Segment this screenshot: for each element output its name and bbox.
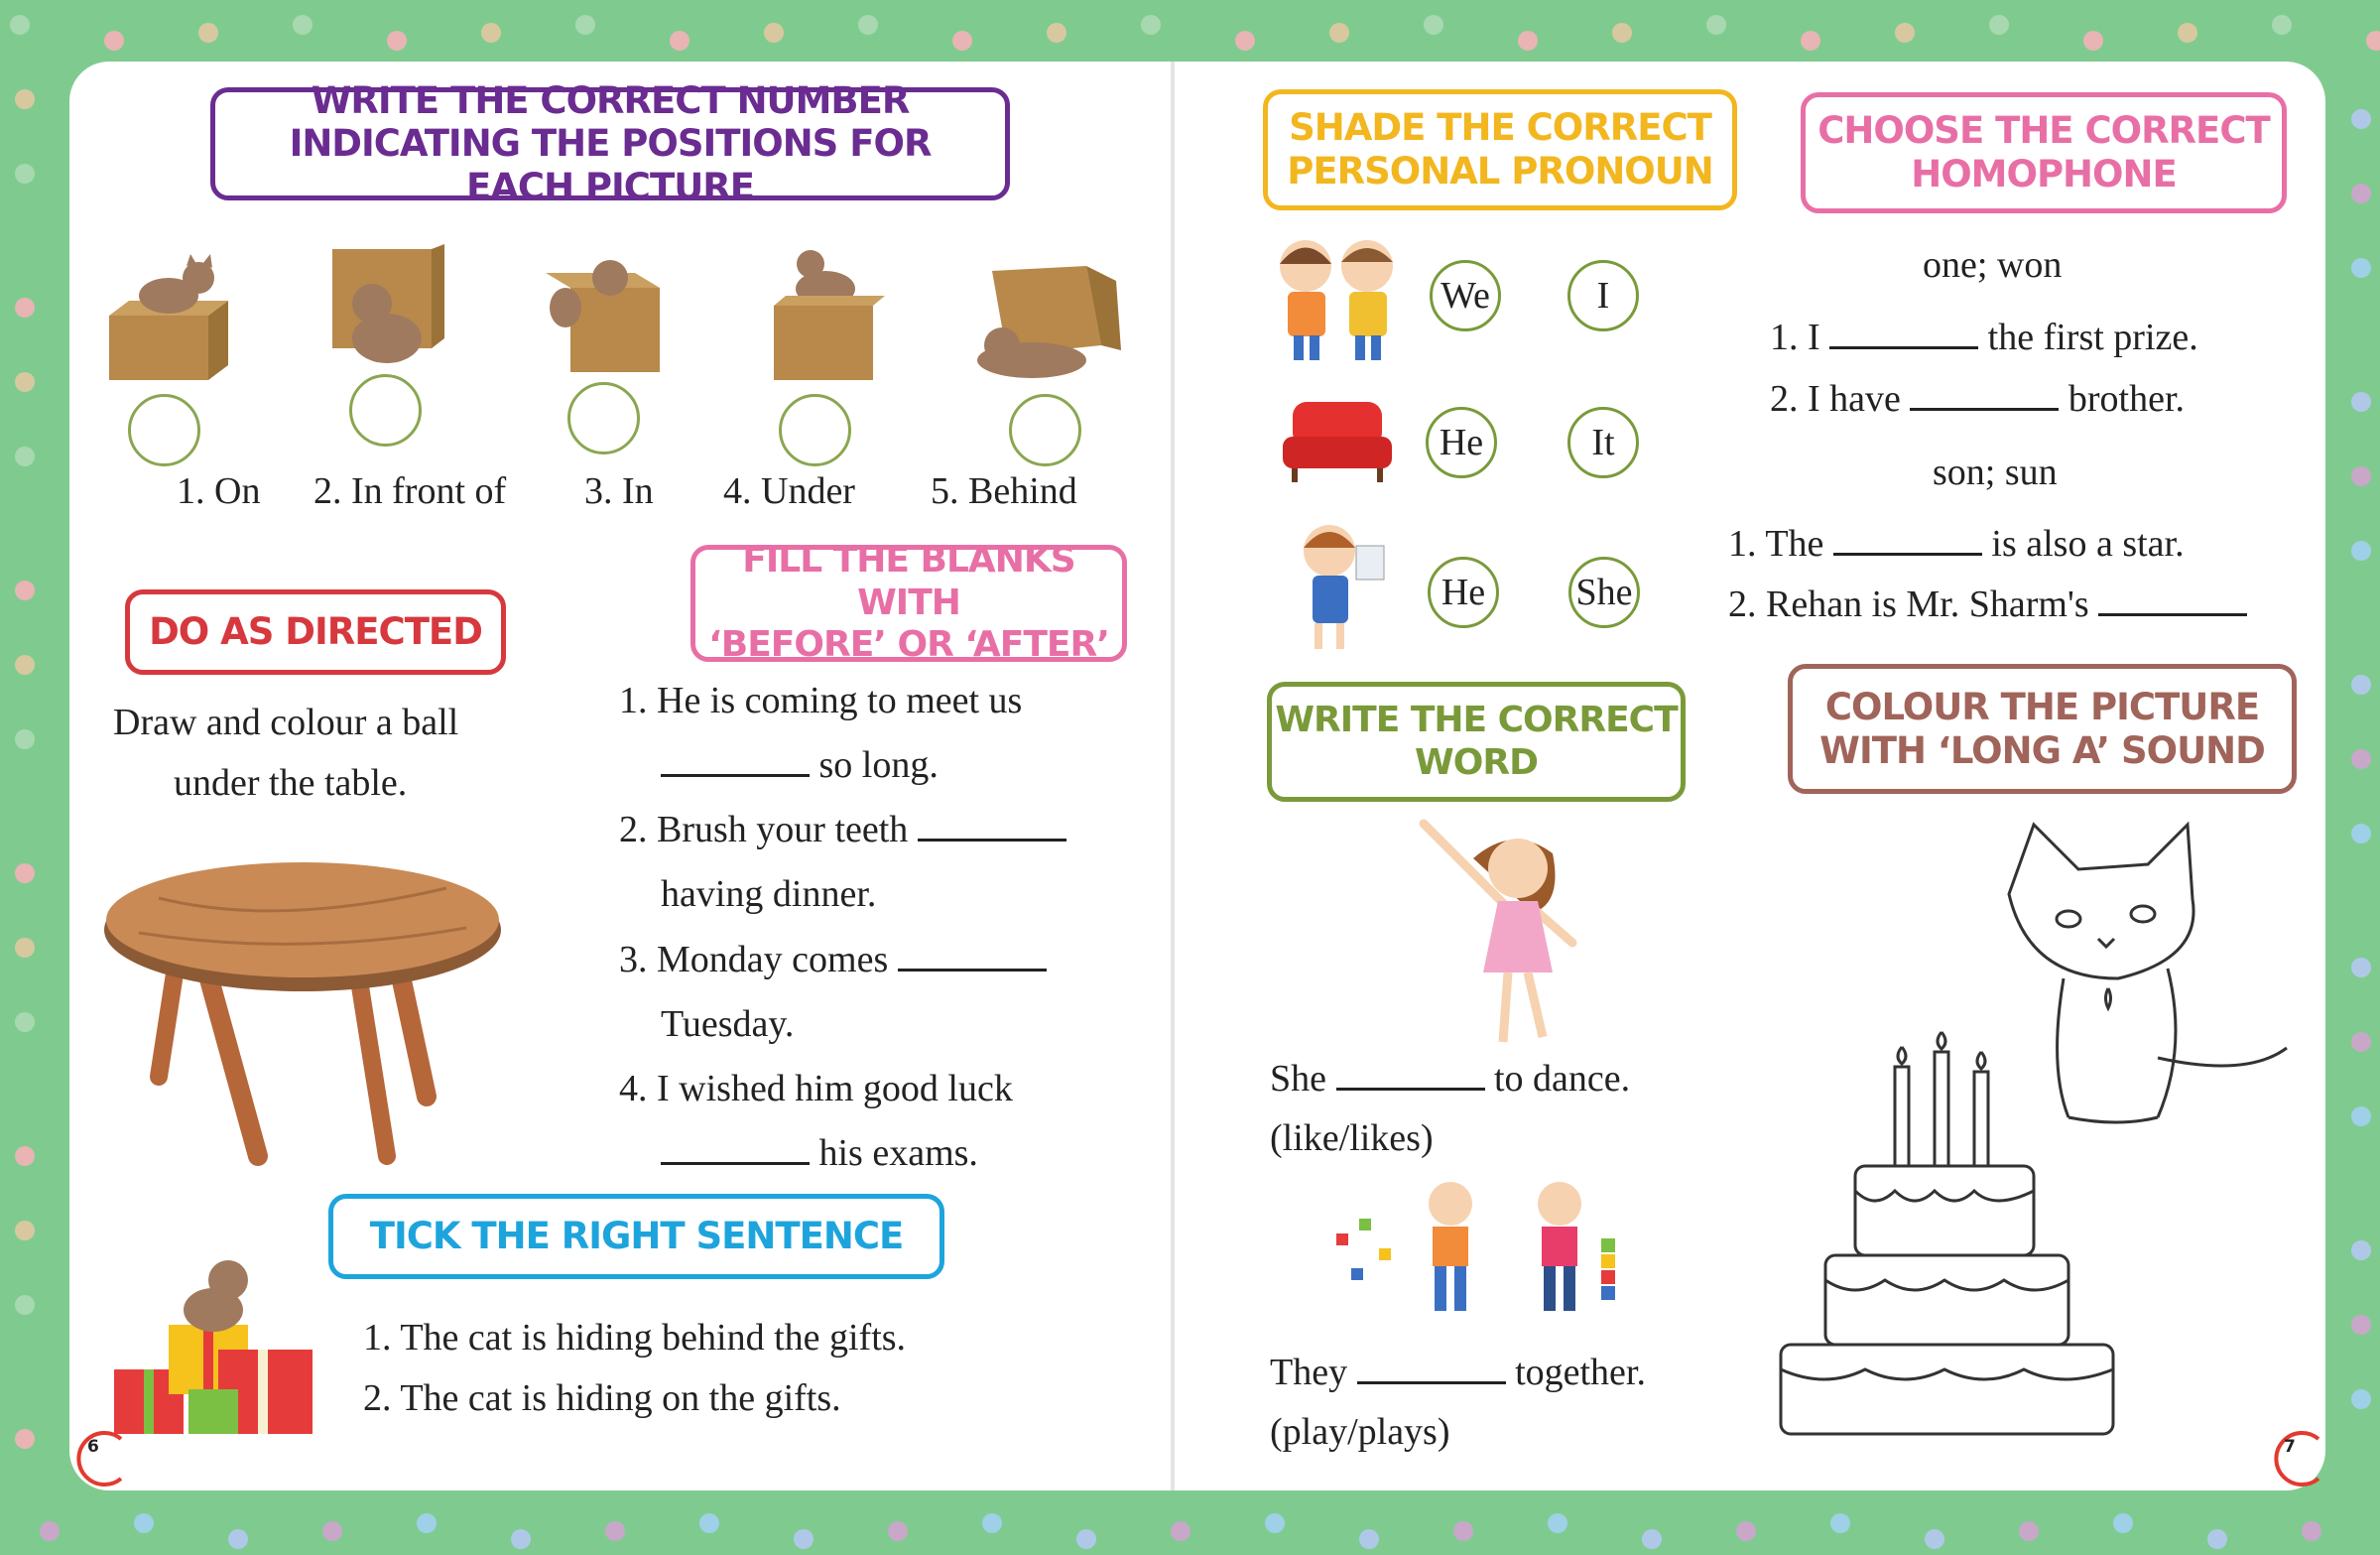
polka-dot <box>15 581 35 600</box>
polka-dot <box>1453 1521 1473 1541</box>
polka-dot <box>794 1529 814 1549</box>
page-spine <box>1169 62 1177 1490</box>
polka-dot <box>15 89 35 109</box>
polka-dot <box>15 1221 35 1240</box>
page-number-badge-right <box>2267 1429 2326 1489</box>
polka-dot <box>2302 1521 2321 1541</box>
polka-dot <box>1801 31 1820 51</box>
polka-dot <box>2178 23 2197 43</box>
pronoun-option-he-2[interactable]: He <box>1428 557 1499 628</box>
polka-dot <box>15 447 35 466</box>
answer-circle-2[interactable] <box>349 374 422 447</box>
polka-dot <box>2351 541 2371 561</box>
homophone-header <box>1801 92 2287 213</box>
pronoun-option-she[interactable]: She <box>1568 557 1640 628</box>
do-as-directed-title: DO AS DIRECTED <box>149 610 482 654</box>
homophone-p1-q1-b: the first prize. <box>1987 317 2198 358</box>
polka-dot <box>15 655 35 675</box>
wooden-table-picture <box>99 858 506 1166</box>
polka-dot <box>104 31 124 51</box>
polka-dot <box>1518 31 1538 51</box>
polka-dot <box>699 1513 719 1533</box>
polka-dot <box>888 1521 908 1541</box>
polka-dot <box>40 1521 60 1541</box>
homophone-blank-3[interactable] <box>1833 543 1982 556</box>
correct-word-s2-a: They <box>1270 1352 1348 1393</box>
polka-dot <box>2351 1389 2371 1409</box>
homophone-pair-2: son; sun <box>1933 452 2058 493</box>
pronoun-option-we[interactable]: We <box>1430 260 1501 331</box>
polka-dot <box>575 15 595 35</box>
homophone-p1-q2-a: 2. I have <box>1770 378 1901 420</box>
polka-dot <box>2351 1106 2371 1126</box>
polka-dot <box>322 1521 342 1541</box>
polka-dot <box>1736 1521 1756 1541</box>
dancing-girl-picture <box>1414 814 1572 1052</box>
homophone-p1-q2-b: brother. <box>2067 378 2186 420</box>
correct-word-title-line1: WRITE THE CORRECT <box>1275 700 1678 741</box>
polka-dot <box>134 1513 154 1533</box>
answer-circle-1[interactable] <box>128 394 200 466</box>
polka-dot <box>1171 1521 1190 1541</box>
fill-blanks-header <box>690 540 1127 666</box>
polka-dot <box>15 863 35 883</box>
polka-dot <box>670 31 689 51</box>
pronoun-header <box>1263 89 1737 210</box>
polka-dot <box>2113 1513 2133 1533</box>
polka-dot <box>15 1012 35 1032</box>
polka-dot <box>2351 392 2371 412</box>
correct-word-s1-a: She <box>1270 1058 1326 1100</box>
fill-q1-text-b: so long. <box>818 744 939 786</box>
fill-blanks-title-line1: FILL THE BLANKS WITH <box>742 540 1075 623</box>
polka-dot <box>228 1529 248 1549</box>
page-number-right: 7 <box>2284 1437 2296 1457</box>
polka-dot <box>15 938 35 958</box>
fill-q4-blank[interactable] <box>661 1152 810 1165</box>
long-a-title-line1: COLOUR THE PICTURE <box>1824 685 2260 728</box>
fill-q2-line2: having dinner. <box>661 873 877 915</box>
polka-dot <box>1329 23 1349 43</box>
fill-q1-line2 <box>661 743 939 787</box>
fill-q2-text-a: 2. Brush your teeth <box>619 809 909 850</box>
long-a-title-line2: WITH ‘LONG A’ SOUND <box>1819 728 2265 772</box>
fill-blanks-title-line2: ‘BEFORE’ OR ‘AFTER’ <box>708 624 1109 666</box>
correct-word-blank-1[interactable] <box>1336 1078 1485 1091</box>
polka-dot <box>293 15 313 35</box>
homophone-blank-1[interactable] <box>1829 336 1978 349</box>
red-sofa-picture <box>1278 397 1397 486</box>
fill-q4-text-b: his exams. <box>818 1132 978 1174</box>
answer-circle-5[interactable] <box>1009 394 1081 466</box>
polka-dot <box>858 15 878 35</box>
homophone-title-line2: HOMOPHONE <box>1911 153 2177 195</box>
pronoun-title-line2: PERSONAL PRONOUN <box>1287 150 1713 193</box>
homophone-p2-q1-b: is also a star. <box>1991 523 2185 565</box>
homophone-p2-q2-a: 2. Rehan is Mr. Sharm's <box>1728 583 2089 625</box>
homophone-title-line1: CHOOSE THE CORRECT <box>1817 109 2270 153</box>
cat-on-gifts-picture <box>109 1240 317 1439</box>
polka-dot <box>2351 258 2371 278</box>
polka-dot <box>10 15 30 35</box>
cat-under-box-picture <box>766 244 885 383</box>
correct-word-s1 <box>1270 1057 1630 1101</box>
polka-dot <box>387 31 407 51</box>
cat-in-box-picture <box>541 248 670 377</box>
homophone-p1-q1 <box>1770 316 2198 359</box>
polka-dot <box>2351 958 2371 977</box>
polka-dot <box>2019 1521 2039 1541</box>
polka-dot <box>15 729 35 749</box>
pronoun-option-i[interactable]: I <box>1567 260 1639 331</box>
happy-girl-picture <box>1285 516 1394 655</box>
polka-dot <box>1047 23 1066 43</box>
correct-word-s2-b: together. <box>1515 1352 1646 1393</box>
fill-q1-blank[interactable] <box>661 764 810 777</box>
cat-behind-box-picture <box>972 266 1121 385</box>
cat-on-box-picture <box>99 256 238 385</box>
polka-dot <box>1895 23 1915 43</box>
polka-dot <box>15 164 35 184</box>
homophone-blank-2[interactable] <box>1910 398 2059 411</box>
fill-q3-text-a: 3. Monday comes <box>619 939 889 980</box>
position-option-on: 1. On <box>177 470 261 512</box>
fill-q2-blank[interactable] <box>918 829 1066 842</box>
tick-sentence-header <box>328 1194 944 1279</box>
polka-dot <box>417 1513 437 1533</box>
homophone-blank-4[interactable] <box>2098 603 2247 616</box>
homophone-p1-q2 <box>1770 377 2185 421</box>
polka-dot <box>15 1295 35 1315</box>
polka-dot <box>481 23 501 43</box>
cat-in-front-of-box-picture <box>327 244 446 373</box>
polka-dot <box>1612 23 1632 43</box>
homophone-p2-q1 <box>1728 522 2185 566</box>
pronoun-option-he-1[interactable]: He <box>1426 407 1497 478</box>
tick-sentence-1[interactable]: 1. The cat is hiding behind the gifts. <box>363 1317 907 1359</box>
polka-dot <box>2351 824 2371 843</box>
homophone-p1-q1-a: 1. I <box>1770 317 1820 358</box>
polka-dot <box>1424 15 1443 35</box>
fill-q1-line1: 1. He is coming to meet us <box>619 680 1023 721</box>
position-option-in: 3. In <box>584 470 654 512</box>
pronoun-title-line1: SHADE THE CORRECT <box>1289 106 1711 150</box>
fill-q4-line2 <box>661 1131 978 1175</box>
birthday-cake-outline-picture[interactable] <box>1776 1042 2118 1439</box>
correct-word-blank-2[interactable] <box>1357 1371 1506 1384</box>
fill-q3-line2: Tuesday. <box>661 1003 795 1045</box>
polka-dot <box>15 372 35 392</box>
polka-dot <box>198 23 218 43</box>
fill-q4-line1: 4. I wished him good luck <box>619 1068 1013 1109</box>
polka-dot <box>15 1429 35 1449</box>
polka-dot <box>2366 31 2380 51</box>
correct-word-title-line2: WORD <box>1415 741 1538 783</box>
fill-q2-line1 <box>619 808 1066 851</box>
correct-word-s2 <box>1270 1351 1646 1394</box>
polka-dot <box>2351 466 2371 486</box>
polka-dot <box>1830 1513 1850 1533</box>
answer-circle-3[interactable] <box>567 382 640 454</box>
homophone-p2-q1-a: 1. The <box>1728 523 1824 565</box>
polka-dot <box>1359 1529 1379 1549</box>
positions-title: WRITE THE CORRECT NUMBER INDICATING THE POSITIONS FOR EACH PICTURE <box>289 78 932 208</box>
polka-dot <box>511 1529 531 1549</box>
polka-dot <box>1706 15 1726 35</box>
fill-q3-line1 <box>619 938 1047 981</box>
polka-dot <box>2207 1529 2227 1549</box>
do-as-directed-line1: Draw and colour a ball <box>113 702 459 743</box>
polka-dot <box>952 31 972 51</box>
polka-dot <box>982 1513 1002 1533</box>
tick-sentence-2[interactable]: 2. The cat is hiding on the gifts. <box>363 1377 841 1419</box>
polka-dot <box>1548 1513 1567 1533</box>
correct-word-hint-2: (play/plays) <box>1270 1411 1450 1453</box>
correct-word-s1-b: to dance. <box>1494 1058 1631 1100</box>
polka-dot <box>1076 1529 1096 1549</box>
correct-word-header <box>1267 682 1686 802</box>
polka-dot <box>1925 1529 1944 1549</box>
polka-dot <box>1235 31 1255 51</box>
homophone-p2-q2 <box>1728 583 2247 626</box>
fill-q3-blank[interactable] <box>898 959 1047 972</box>
answer-circle-4[interactable] <box>779 394 851 466</box>
pronoun-option-it[interactable]: It <box>1567 407 1639 478</box>
polka-dot <box>1989 15 2009 35</box>
children-playing-blocks-picture <box>1331 1179 1629 1323</box>
polka-dot <box>1141 15 1161 35</box>
correct-word-hint-1: (like/likes) <box>1270 1117 1434 1159</box>
position-option-behind: 5. Behind <box>931 470 1077 512</box>
polka-dot <box>2351 1032 2371 1052</box>
polka-dot <box>2351 749 2371 769</box>
polka-dot <box>2083 31 2103 51</box>
polka-dot <box>1265 1513 1285 1533</box>
homophone-pair-1: one; won <box>1923 244 2063 286</box>
long-a-header <box>1788 664 2297 794</box>
polka-dot <box>2351 184 2371 203</box>
do-as-directed-header <box>125 589 506 675</box>
positions-header <box>210 78 1010 208</box>
polka-dot <box>605 1521 625 1541</box>
position-option-under: 4. Under <box>723 470 855 512</box>
page-number-left: 6 <box>87 1437 99 1457</box>
polka-dot <box>2351 1315 2371 1335</box>
polka-dot <box>2351 1240 2371 1260</box>
polka-dot <box>764 23 784 43</box>
do-as-directed-line2: under the table. <box>174 762 408 804</box>
polka-dot <box>15 298 35 318</box>
boy-and-girl-picture <box>1268 236 1407 365</box>
tick-sentence-title: TICK THE RIGHT SENTENCE <box>369 1215 904 1258</box>
polka-dot <box>1642 1529 1662 1549</box>
polka-dot <box>2351 675 2371 695</box>
page-number-badge-left <box>69 1429 129 1489</box>
position-option-in-front-of: 2. In front of <box>313 470 507 512</box>
polka-dot <box>15 1146 35 1166</box>
polka-dot <box>2272 15 2292 35</box>
polka-dot <box>2351 109 2371 129</box>
